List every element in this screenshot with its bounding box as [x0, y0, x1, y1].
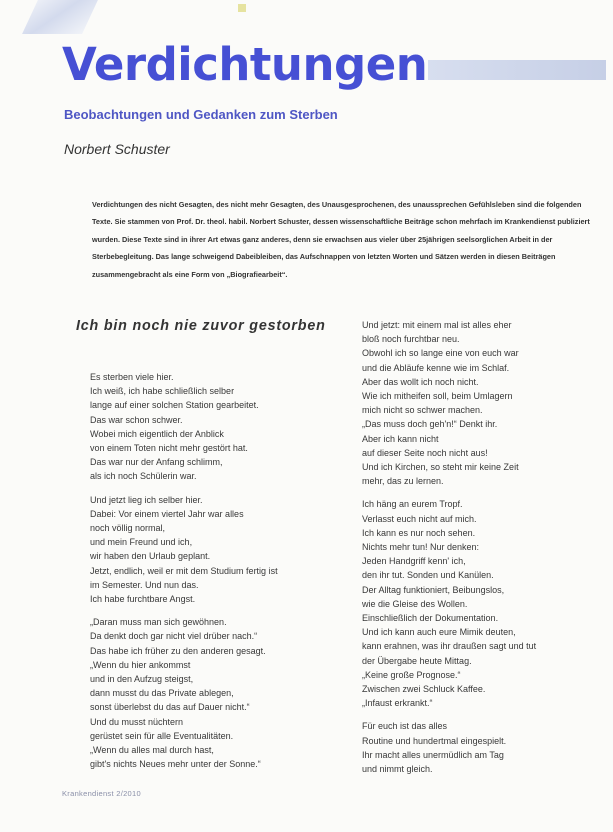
poem-line: Ich häng an eurem Tropf. — [362, 499, 463, 510]
poem-line: und die Abläufe kenne wie im Schlaf. — [362, 362, 510, 373]
article-title: Verdichtungen — [62, 38, 428, 91]
poem-line: Einschließlich der Dokumentation. — [362, 613, 499, 624]
poem-column-right — [362, 318, 597, 785]
poem-line: kann erahnen, was ihr draußen sagt und tut — [362, 641, 537, 652]
poem-line: bloß noch furchtbar neu. — [362, 334, 460, 345]
poem-line: und in den Aufzug steigst, — [90, 674, 194, 685]
page-footer: Krankendienst 2/2010 — [62, 789, 141, 798]
poem-line: Dabei: Vor einem viertel Jahr war alles — [90, 508, 244, 519]
poem-stanza — [362, 719, 597, 776]
poem-line: Das habe ich früher zu den anderen gesagt. — [90, 645, 266, 656]
poem-line: auf dieser Seite noch nicht aus! — [362, 447, 488, 458]
poem-stanza — [90, 615, 340, 771]
author-name: Norbert Schuster — [64, 141, 170, 157]
poem-line: und mein Freund und ich, — [90, 537, 193, 548]
poem-line: Verlasst euch nicht auf mich. — [362, 513, 477, 524]
poem-line: „Infaust erkrankt.“ — [362, 698, 433, 709]
poem-line: „Wenn du hier ankommst — [90, 659, 191, 670]
title-accent-bar — [428, 60, 606, 80]
poem-line: „Keine große Prognose.“ — [362, 669, 461, 680]
poem-line: Ich weiß, ich habe schließlich selber — [90, 386, 235, 397]
poem-line: Routine und hundertmal eingespielt. — [362, 735, 507, 746]
poem-line: wir haben den Urlaub geplant. — [90, 551, 211, 562]
poem-title: Ich bin noch nie zuvor gestorben — [76, 318, 326, 334]
decorative-corner-graphic — [22, 0, 98, 34]
poem-line: Wie ich mitheifen soll, beim Umlagern — [362, 391, 513, 402]
poem-line: Jetzt, endlich, weil er mit dem Studium fertig ist — [90, 565, 278, 576]
decorative-mark — [238, 4, 246, 12]
poem-line: mich nicht so schwer machen. — [362, 405, 483, 416]
intro-paragraph: Verdichtungen des nicht Gesagten, des nicht mehr Gesagten, des Unausgesprochenen, des unaussprechen Gefühlsleben sind die folgenden Texte. Sie stammen von Prof. Dr. theol. habil. Norbert Schuster, dessen wissenschaftliche Beiträge schon mehrfach im Krankendienst publiziert wurden. Diese Texte sind in ihrer Art etwas ganz anderes, denn sie erwachsen aus vieler über 25jährigen seelsorglichen Arbeit in der Sterbebegleitung. Das lange schweigend Dabeibleiben, das Aufschnappen von letzten Worten und Sätzen werden in diesen Beiträgen zusammengebracht als eine Form von „Biografiearbeit“. — [92, 200, 590, 279]
poem-line: „Daran muss man sich gewöhnen. — [90, 617, 227, 628]
poem-line: Aber ich kann nicht — [362, 433, 439, 444]
poem-line: Und jetzt lieg ich selber hier. — [90, 494, 203, 505]
poem-line: den ihr tut. Sonden und Kanülen. — [362, 570, 494, 581]
poem-line: Da denkt doch gar nicht viel drüber nach.“ — [90, 631, 258, 642]
poem-line: von einem Toten nicht mehr gestört hat. — [90, 443, 248, 454]
poem-line: noch völlig normal, — [90, 523, 166, 534]
poem-line: Ihr macht alles unermüdlich am Tag — [362, 749, 504, 760]
poem-line: sonst überlebst du das auf Dauer nicht.“ — [90, 702, 250, 713]
poem-line: und nimmt gleich. — [362, 764, 433, 775]
poem-line: dann musst du das Private ablegen, — [90, 688, 234, 699]
poem-line: Aber das wollt ich noch nicht. — [362, 376, 479, 387]
poem-line: gerüstet sein für alle Eventualitäten. — [90, 730, 234, 741]
poem-line: Nichts mehr tun! Nur denken: — [362, 542, 480, 553]
poem-line: Jeden Handgriff kenn' ich, — [362, 556, 466, 567]
poem-line: Und ich kann auch eure Mimik deuten, — [362, 627, 516, 638]
poem-stanza — [90, 493, 340, 607]
poem-stanza — [362, 497, 597, 710]
poem-line: Wobei mich eigentlich der Anblick — [90, 428, 224, 439]
poem-line: mehr, das zu lernen. — [362, 476, 444, 487]
poem-line: als ich noch Schülerin war. — [90, 471, 197, 482]
poem-line: Obwohl ich so lange eine von euch war — [362, 348, 519, 359]
article-subtitle: Beobachtungen und Gedanken zum Sterben — [64, 107, 338, 122]
poem-line: Zwischen zwei Schluck Kaffee. — [362, 684, 486, 695]
poem-line: Für euch ist das alles — [362, 721, 448, 732]
poem-line: Es sterben viele hier. — [90, 372, 174, 382]
poem-line: Und ich Kirchen, so steht mir keine Zeit — [362, 462, 519, 473]
poem-line: Und du musst nüchtern — [90, 716, 184, 727]
poem-line: der Übergabe heute Mittag. — [362, 655, 472, 666]
poem-line: Ich kann es nur noch sehen. — [362, 527, 476, 538]
poem-line: im Semester. Und nun das. — [90, 579, 199, 590]
poem-stanza — [90, 370, 340, 484]
poem-line: Der Alltag funktioniert, Beibungslos, — [362, 584, 505, 595]
poem-column-left — [90, 370, 340, 780]
poem-line: „Wenn du alles mal durch hast, — [90, 745, 214, 756]
poem-line: Das war nur der Anfang schlimm, — [90, 457, 223, 468]
poem-line: gibt's nichts Neues mehr unter der Sonne.“ — [90, 759, 261, 770]
poem-line: lange auf einer solchen Station gearbeitet. — [90, 400, 259, 411]
poem-line: Das war schon schwer. — [90, 414, 183, 425]
poem-line: Ich habe furchtbare Angst. — [90, 594, 196, 605]
poem-line: „Das muss doch geh'n!“ Denkt ihr. — [362, 419, 498, 430]
poem-stanza — [362, 318, 597, 488]
poem-line: wie die Gleise des Wollen. — [362, 598, 468, 609]
poem-line: Und jetzt: mit einem mal ist alles eher — [362, 320, 512, 330]
